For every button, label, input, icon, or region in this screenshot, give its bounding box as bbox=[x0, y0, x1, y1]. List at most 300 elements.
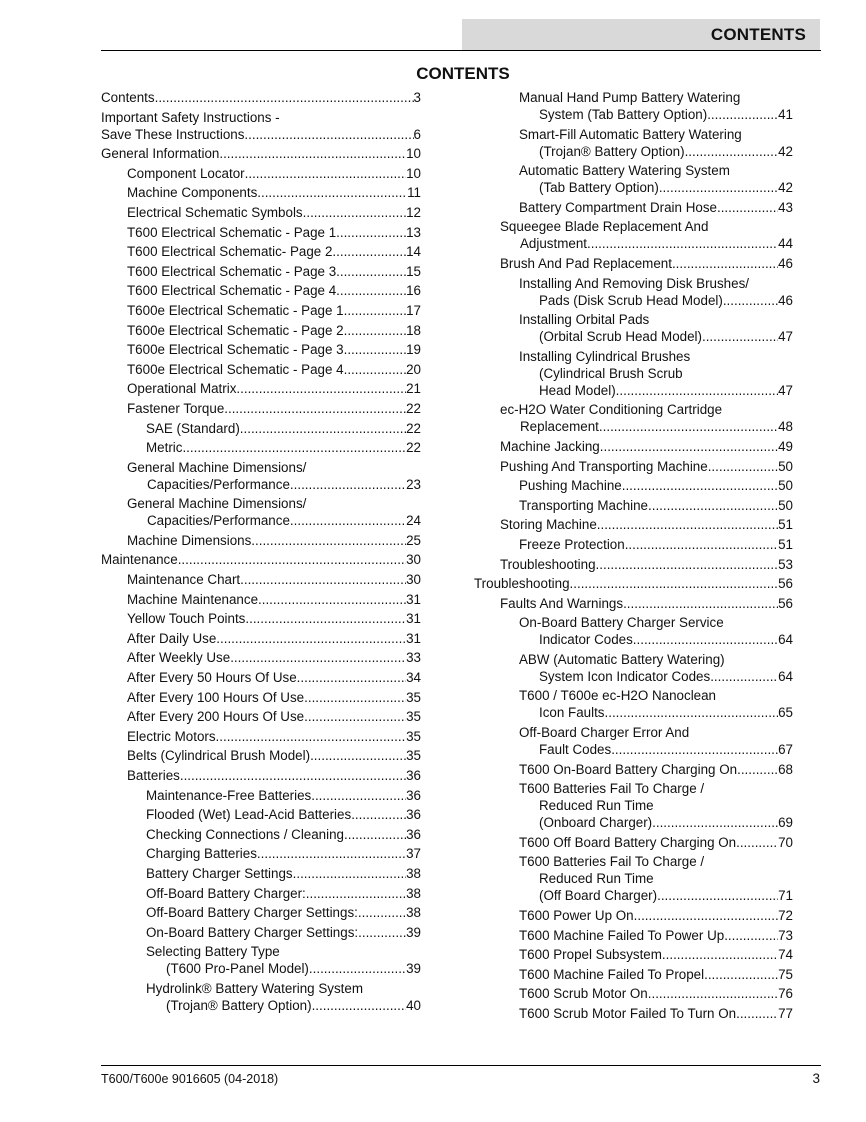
toc-entry-title: (Cylindrical Brush Scrub bbox=[539, 365, 683, 381]
toc-entry-title: Pushing Machine bbox=[519, 478, 622, 494]
toc-page-number: 34 bbox=[406, 670, 421, 686]
toc-page-number: 50 bbox=[778, 478, 793, 494]
toc-leader-dots bbox=[737, 761, 778, 778]
toc-entry-title: System Icon Indicator Codes bbox=[539, 668, 711, 684]
toc-entry-title: Electric Motors bbox=[127, 728, 216, 744]
toc-entry[interactable] bbox=[101, 728, 421, 745]
toc-entry[interactable] bbox=[474, 834, 793, 851]
toc-entry[interactable] bbox=[474, 162, 793, 196]
toc-column-right bbox=[474, 89, 793, 1025]
toc-entry[interactable] bbox=[101, 630, 421, 647]
toc-leader-dots bbox=[290, 476, 406, 493]
toc-page-number: 35 bbox=[406, 709, 421, 725]
toc-entry-title: Operational Matrix bbox=[127, 381, 237, 397]
toc-entry-title: Maintenance Chart bbox=[127, 572, 241, 588]
toc-leader-dots bbox=[685, 143, 779, 160]
toc-leader-dots bbox=[611, 741, 778, 758]
toc-entry-title: After Every 100 Hours Of Use bbox=[127, 689, 305, 705]
toc-entry-title: (Trojan® Battery Option) bbox=[166, 997, 312, 1013]
toc-entry[interactable] bbox=[474, 536, 793, 553]
toc-entry[interactable] bbox=[101, 184, 421, 201]
toc-entry[interactable] bbox=[474, 497, 793, 514]
toc-page-number: 44 bbox=[778, 236, 793, 252]
toc-entry-title: Reduced Run Time bbox=[539, 871, 654, 887]
toc-leader-dots bbox=[708, 458, 778, 475]
toc-entry-title: (Off Board Charger) bbox=[539, 888, 658, 904]
toc-page-number: 47 bbox=[778, 382, 793, 398]
toc-leader-dots bbox=[707, 106, 778, 123]
toc-entry[interactable] bbox=[101, 806, 421, 823]
toc-entry[interactable] bbox=[101, 282, 421, 299]
toc-entry-title: Electrical Schematic Symbols bbox=[127, 204, 303, 220]
toc-entry-title: Component Locator bbox=[127, 165, 245, 181]
toc-entry-title: General Machine Dimensions/ bbox=[127, 459, 307, 475]
toc-entry-title: Selecting Battery Type bbox=[146, 944, 280, 960]
toc-page-number: 35 bbox=[406, 748, 421, 764]
toc-page-number: 53 bbox=[778, 556, 793, 572]
toc-page-number: 38 bbox=[406, 865, 421, 881]
toc-leader-dots bbox=[180, 767, 406, 784]
toc-leader-dots bbox=[336, 282, 406, 299]
toc-entry-title: T600 On-Board Battery Charging On bbox=[519, 761, 738, 777]
toc-entry-title: Contents bbox=[101, 90, 155, 105]
toc-leader-dots bbox=[358, 904, 406, 921]
toc-entry-title: Installing Cylindrical Brushes bbox=[519, 348, 691, 364]
toc-entry[interactable] bbox=[474, 556, 793, 573]
toc-page-number: 31 bbox=[406, 630, 421, 646]
toc-column-left bbox=[101, 89, 421, 1017]
toc-entry-title: T600 Batteries Fail To Charge / bbox=[519, 854, 705, 870]
toc-page-number: 35 bbox=[406, 689, 421, 705]
toc-entry-title: After Weekly Use bbox=[127, 650, 231, 666]
toc-page-number: 47 bbox=[778, 329, 793, 345]
header-section-title: CONTENTS bbox=[710, 25, 806, 44]
toc-entry-title: Machine Dimensions bbox=[127, 532, 252, 548]
toc-page-number: 76 bbox=[778, 986, 793, 1002]
toc-entry-title: After Every 50 Hours Of Use bbox=[127, 670, 297, 686]
toc-entry-title: Hydrolink® Battery Watering System bbox=[146, 980, 363, 996]
toc-entry-title: Battery Compartment Drain Hose bbox=[519, 199, 717, 215]
toc-entry-title: Save These Instructions bbox=[101, 126, 245, 142]
toc-entry[interactable] bbox=[101, 145, 421, 162]
toc-entry-title: Charging Batteries bbox=[146, 846, 257, 862]
toc-entry-title: Automatic Battery Watering System bbox=[519, 163, 730, 179]
toc-page-number: 56 bbox=[778, 576, 793, 592]
toc-entry-title: After Daily Use bbox=[127, 630, 217, 646]
toc-page-number: 11 bbox=[407, 185, 421, 201]
toc-entry-title: Head Model) bbox=[539, 382, 616, 398]
toc-entry-title: General Machine Dimensions/ bbox=[127, 496, 307, 512]
toc-entry-title: Icon Faults bbox=[539, 705, 605, 721]
toc-leader-dots bbox=[216, 728, 407, 745]
toc-entry-title: T600 Electrical Schematic - Page 4 bbox=[127, 283, 337, 299]
toc-entry[interactable] bbox=[101, 224, 421, 241]
toc-leader-dots bbox=[336, 224, 406, 241]
toc-entry[interactable] bbox=[101, 439, 421, 456]
toc-entry[interactable] bbox=[101, 669, 421, 686]
toc-page-number: 75 bbox=[778, 966, 793, 982]
toc-entry-title: T600e Electrical Schematic - Page 2 bbox=[127, 322, 344, 338]
toc-entry-title: T600 Batteries Fail To Charge / bbox=[519, 781, 705, 797]
toc-entry-title: Replacement bbox=[520, 419, 599, 435]
toc-entry[interactable] bbox=[474, 651, 793, 685]
toc-entry[interactable] bbox=[101, 109, 421, 143]
toc-entry-title: Battery Charger Settings bbox=[146, 865, 293, 881]
toc-entry-title: Storing Machine bbox=[500, 517, 597, 533]
toc-entry-title: Yellow Touch Points bbox=[127, 611, 246, 627]
toc-entry-title: Flooded (Wet) Lead-Acid Batteries bbox=[146, 807, 352, 823]
toc-leader-dots bbox=[332, 243, 406, 260]
toc-leader-dots bbox=[358, 924, 406, 941]
toc-entry-title: Capacities/Performance bbox=[147, 476, 290, 492]
toc-entry[interactable] bbox=[474, 199, 793, 216]
toc-leader-dots bbox=[251, 532, 406, 549]
toc-page-number: 36 bbox=[406, 787, 421, 803]
toc-entry[interactable] bbox=[474, 595, 793, 612]
toc-page-number: 31 bbox=[406, 591, 421, 607]
toc-entry[interactable] bbox=[101, 980, 421, 1014]
toc-entry[interactable] bbox=[101, 400, 421, 417]
toc-entry[interactable] bbox=[101, 263, 421, 280]
toc-entry[interactable] bbox=[474, 966, 793, 983]
toc-page-number: 51 bbox=[778, 517, 793, 533]
toc-page-number: 22 bbox=[406, 420, 421, 436]
toc-page-number: 50 bbox=[778, 458, 793, 474]
toc-entry[interactable] bbox=[101, 845, 421, 862]
toc-entry[interactable] bbox=[474, 218, 793, 252]
toc-leader-dots bbox=[336, 263, 406, 280]
toc-entry-title: Troubleshooting bbox=[474, 576, 570, 592]
toc-page-number: 30 bbox=[406, 572, 421, 588]
toc-entry-title: Transporting Machine bbox=[519, 497, 649, 513]
toc-entry[interactable] bbox=[101, 165, 421, 182]
toc-entry-title: Batteries bbox=[127, 768, 180, 783]
toc-page-number: 14 bbox=[406, 244, 421, 260]
toc-page-number: 74 bbox=[778, 947, 793, 963]
toc-entry[interactable] bbox=[101, 571, 421, 588]
toc-entry[interactable] bbox=[474, 89, 793, 123]
toc-entry-title: Maintenance-Free Batteries bbox=[146, 787, 312, 803]
toc-entry[interactable] bbox=[101, 341, 421, 358]
toc-entry[interactable] bbox=[101, 204, 421, 221]
toc-entry[interactable] bbox=[474, 575, 793, 592]
toc-entry-title: (Orbital Scrub Head Model) bbox=[539, 329, 702, 345]
toc-entry[interactable] bbox=[474, 687, 793, 721]
toc-entry[interactable] bbox=[101, 610, 421, 627]
toc-leader-dots bbox=[736, 1005, 778, 1022]
toc-page-number: 13 bbox=[406, 224, 421, 240]
toc-leader-dots bbox=[723, 292, 778, 309]
toc-entry-title: Pushing And Transporting Machine bbox=[500, 458, 708, 474]
toc-entry-title: Important Safety Instructions - bbox=[101, 109, 280, 125]
toc-entry[interactable] bbox=[474, 255, 793, 272]
toc-entry[interactable] bbox=[101, 767, 421, 784]
toc-leader-dots bbox=[344, 826, 406, 843]
toc-page-number: 22 bbox=[406, 440, 421, 456]
toc-entry-title: On-Board Battery Charger Service bbox=[519, 615, 724, 631]
toc-entry[interactable] bbox=[474, 853, 793, 904]
toc-entry[interactable] bbox=[474, 458, 793, 475]
toc-entry[interactable] bbox=[101, 787, 421, 804]
toc-entry[interactable] bbox=[474, 761, 793, 778]
toc-leader-dots bbox=[570, 575, 779, 592]
toc-page-number: 20 bbox=[406, 361, 421, 377]
toc-page-number: 46 bbox=[778, 292, 793, 308]
toc-entry[interactable] bbox=[474, 348, 793, 399]
toc-page-number: 65 bbox=[778, 705, 793, 721]
toc-leader-dots bbox=[672, 255, 778, 272]
toc-entry[interactable] bbox=[474, 780, 793, 831]
toc-entry[interactable] bbox=[101, 747, 421, 764]
toc-entry-title: Pads (Disk Scrub Head Model) bbox=[539, 292, 723, 308]
toc-leader-dots bbox=[216, 630, 406, 647]
toc-entry[interactable] bbox=[474, 126, 793, 160]
toc-leader-dots bbox=[309, 960, 406, 977]
toc-entry-title: General Information bbox=[101, 146, 220, 162]
toc-entry-title: T600 Electrical Schematic- Page 2 bbox=[127, 244, 333, 260]
toc-entry-title: (Onboard Charger) bbox=[539, 815, 653, 831]
toc-entry-title: Off-Board Battery Charger Settings: bbox=[146, 905, 358, 921]
toc-page-number: 67 bbox=[778, 742, 793, 758]
toc-entry[interactable] bbox=[101, 591, 421, 608]
toc-page-number: 42 bbox=[778, 180, 793, 196]
toc-entry[interactable] bbox=[474, 516, 793, 533]
toc-entry-title: T600e Electrical Schematic - Page 4 bbox=[127, 361, 344, 377]
toc-leader-dots bbox=[230, 649, 406, 666]
toc-entry[interactable] bbox=[101, 885, 421, 902]
toc-leader-dots bbox=[306, 885, 406, 902]
toc-entry[interactable] bbox=[101, 243, 421, 260]
toc-page-number: 3 bbox=[413, 90, 421, 105]
toc-page-number: 16 bbox=[406, 283, 421, 299]
toc-entry[interactable] bbox=[101, 532, 421, 549]
toc-leader-dots bbox=[710, 668, 778, 685]
toc-page-number: 18 bbox=[406, 322, 421, 338]
toc-entry[interactable] bbox=[101, 649, 421, 666]
toc-leader-dots bbox=[344, 302, 407, 319]
toc-leader-dots bbox=[310, 747, 406, 764]
toc-entry[interactable] bbox=[101, 826, 421, 843]
toc-entry-title: T600 Electrical Schematic - Page 1 bbox=[127, 224, 337, 240]
toc-entry[interactable] bbox=[101, 551, 421, 568]
toc-page-number: 15 bbox=[406, 263, 421, 279]
toc-leader-dots bbox=[236, 380, 406, 397]
toc-entry-title: T600 Machine Failed To Power Up bbox=[519, 927, 725, 943]
toc-page-number: 49 bbox=[778, 438, 793, 454]
toc-entry-title: Indicator Codes bbox=[539, 632, 633, 648]
toc-entry[interactable] bbox=[474, 985, 793, 1002]
toc-entry-title: Checking Connections / Cleaning bbox=[146, 826, 345, 842]
toc-entry-title: Freeze Protection bbox=[519, 536, 625, 552]
toc-page-number: 51 bbox=[778, 536, 793, 552]
toc-entry-title: ABW (Automatic Battery Watering) bbox=[519, 651, 725, 667]
toc-entry-title: Manual Hand Pump Battery Watering bbox=[519, 90, 741, 105]
toc-page-number: 10 bbox=[406, 146, 421, 162]
toc-entry[interactable] bbox=[474, 401, 793, 435]
toc-entry[interactable] bbox=[474, 907, 793, 924]
toc-entry-title: Installing And Removing Disk Brushes/ bbox=[519, 275, 749, 291]
toc-leader-dots bbox=[344, 361, 407, 378]
toc-entry-title: T600 Electrical Schematic - Page 3 bbox=[127, 263, 337, 279]
toc-entry[interactable] bbox=[101, 459, 421, 493]
toc-entry[interactable] bbox=[474, 1005, 793, 1022]
toc-leader-dots bbox=[600, 438, 778, 455]
toc-leader-dots bbox=[224, 400, 406, 417]
toc-leader-dots bbox=[312, 997, 407, 1014]
toc-entry[interactable] bbox=[101, 361, 421, 378]
toc-leader-dots bbox=[304, 708, 406, 725]
toc-leader-dots bbox=[625, 536, 778, 553]
toc-page-number: 39 bbox=[406, 961, 421, 977]
toc-entry[interactable] bbox=[101, 708, 421, 725]
toc-entry-title: Smart-Fill Automatic Battery Watering bbox=[519, 126, 742, 142]
toc-leader-dots bbox=[652, 814, 778, 831]
footer-rule bbox=[101, 1065, 821, 1066]
toc-entry[interactable] bbox=[101, 322, 421, 339]
toc-entry-title: (T600 Pro-Panel Model) bbox=[166, 961, 309, 977]
toc-entry-title: Fastener Torque bbox=[127, 400, 225, 416]
toc-entry-title: Squeegee Blade Replacement And bbox=[500, 219, 709, 235]
toc-page-number: 46 bbox=[778, 255, 793, 271]
toc-leader-dots bbox=[599, 418, 778, 435]
toc-leader-dots bbox=[605, 704, 779, 721]
toc-page-number: 22 bbox=[406, 400, 421, 416]
toc-leader-dots bbox=[648, 985, 778, 1002]
toc-page-number: 10 bbox=[406, 165, 421, 181]
toc-leader-dots bbox=[633, 631, 778, 648]
toc-entry[interactable] bbox=[474, 724, 793, 758]
toc-page-number: 71 bbox=[778, 888, 793, 904]
toc-leader-dots bbox=[245, 165, 406, 182]
toc-entry[interactable] bbox=[101, 943, 421, 977]
toc-entry[interactable] bbox=[474, 438, 793, 455]
toc-leader-dots bbox=[659, 179, 778, 196]
toc-page-number: 48 bbox=[778, 419, 793, 435]
toc-entry-title: T600 / T600e ec-H2O Nanoclean bbox=[519, 688, 717, 704]
toc-page-number: 39 bbox=[406, 924, 421, 940]
toc-leader-dots bbox=[258, 591, 406, 608]
toc-leader-dots bbox=[736, 834, 778, 851]
toc-entry-title: Installing Orbital Pads bbox=[519, 312, 650, 328]
toc-page-number: 38 bbox=[406, 885, 421, 901]
toc-page-number: 68 bbox=[778, 761, 793, 777]
toc-entry[interactable] bbox=[474, 275, 793, 309]
toc-leader-dots bbox=[182, 439, 406, 456]
toc-entry[interactable] bbox=[101, 380, 421, 397]
toc-page-number: 40 bbox=[406, 997, 421, 1013]
toc-leader-dots bbox=[702, 328, 778, 345]
toc-page-number: 64 bbox=[778, 632, 793, 648]
toc-leader-dots bbox=[297, 669, 406, 686]
toc-leader-dots bbox=[351, 806, 406, 823]
toc-entry-title: T600 Scrub Motor Failed To Turn On bbox=[519, 1006, 737, 1021]
toc-leader-dots bbox=[257, 184, 407, 201]
toc-page-number: 12 bbox=[406, 204, 421, 220]
toc-leader-dots bbox=[155, 89, 414, 106]
toc-leader-dots bbox=[657, 887, 778, 904]
toc-page-number: 17 bbox=[406, 302, 421, 318]
toc-leader-dots bbox=[257, 845, 406, 862]
toc-entry-title: (Tab Battery Option) bbox=[539, 180, 659, 196]
toc-entry-title: T600 Power Up On bbox=[519, 908, 634, 924]
toc-page-number: 72 bbox=[778, 908, 793, 924]
toc-entry-title: Troubleshooting bbox=[500, 556, 596, 572]
toc-entry[interactable] bbox=[101, 420, 421, 437]
toc-page-number: 38 bbox=[406, 905, 421, 921]
toc-entry[interactable] bbox=[101, 904, 421, 921]
toc-page-number: 19 bbox=[406, 342, 421, 358]
toc-entry-title: Faults And Warnings bbox=[500, 595, 624, 611]
toc-leader-dots bbox=[311, 787, 406, 804]
toc-entry-title: Machine Components bbox=[127, 185, 258, 201]
toc-leader-dots bbox=[304, 689, 406, 706]
toc-leader-dots bbox=[344, 341, 407, 358]
toc-entry[interactable] bbox=[474, 311, 793, 345]
toc-entry-title: T600e Electrical Schematic - Page 1 bbox=[127, 302, 344, 318]
toc-page-number: 36 bbox=[406, 768, 421, 783]
toc-leader-dots bbox=[623, 595, 778, 612]
toc-entry-title: Maintenance bbox=[101, 552, 178, 568]
toc-page-number: 50 bbox=[778, 497, 793, 513]
toc-leader-dots bbox=[634, 907, 778, 924]
toc-page-number: 73 bbox=[778, 927, 793, 943]
toc-entry[interactable] bbox=[474, 477, 793, 494]
footer-doc-id: T600/T600e 9016605 (04-2018) bbox=[101, 1072, 279, 1086]
toc-leader-dots bbox=[240, 420, 406, 437]
toc-leader-dots bbox=[293, 865, 406, 882]
toc-entry-title: SAE (Standard) bbox=[146, 420, 240, 436]
toc-entry[interactable] bbox=[474, 614, 793, 648]
toc-entry-title: Machine Jacking bbox=[500, 438, 600, 454]
toc-leader-dots bbox=[717, 199, 778, 216]
toc-entry-title: Capacities/Performance bbox=[147, 513, 290, 529]
toc-entry-title: System (Tab Battery Option) bbox=[539, 107, 708, 122]
toc-leader-dots bbox=[616, 382, 778, 399]
toc-page-number: 35 bbox=[406, 728, 421, 744]
toc-entry-title: ec-H2O Water Conditioning Cartridge bbox=[500, 402, 723, 418]
toc-entry[interactable] bbox=[474, 927, 793, 944]
toc-entry[interactable] bbox=[101, 495, 421, 529]
toc-entry-title: Metric bbox=[146, 440, 183, 456]
toc-entry-title: T600 Machine Failed To Propel bbox=[519, 966, 705, 982]
toc-leader-dots bbox=[240, 571, 406, 588]
toc-entry[interactable] bbox=[101, 689, 421, 706]
toc-page-number: 30 bbox=[406, 552, 421, 568]
toc-page-number: 36 bbox=[406, 826, 421, 842]
toc-leader-dots bbox=[219, 145, 406, 162]
toc-leader-dots bbox=[244, 126, 413, 143]
toc-page-number: 37 bbox=[406, 846, 421, 862]
toc-entry[interactable] bbox=[101, 865, 421, 882]
toc-page-number: 77 bbox=[778, 1006, 793, 1021]
toc-page-number: 6 bbox=[413, 126, 421, 142]
toc-leader-dots bbox=[597, 516, 778, 533]
toc-leader-dots bbox=[245, 610, 406, 627]
toc-entry-title: Off-Board Charger Error And bbox=[519, 725, 690, 741]
toc-entry[interactable] bbox=[101, 89, 421, 106]
toc-leader-dots bbox=[303, 204, 406, 221]
toc-entry-title: T600 Off Board Battery Charging On bbox=[519, 834, 737, 850]
toc-leader-dots bbox=[622, 477, 778, 494]
toc-entry[interactable] bbox=[101, 302, 421, 319]
toc-entry[interactable] bbox=[101, 924, 421, 941]
toc-leader-dots bbox=[290, 512, 406, 529]
toc-entry[interactable] bbox=[474, 946, 793, 963]
toc-entry-title: T600e Electrical Schematic - Page 3 bbox=[127, 342, 344, 358]
toc-entry-title: Belts (Cylindrical Brush Model) bbox=[127, 748, 311, 764]
toc-entry-title: T600 Propel Subsystem bbox=[519, 947, 662, 963]
toc-page-number: 64 bbox=[778, 668, 793, 684]
